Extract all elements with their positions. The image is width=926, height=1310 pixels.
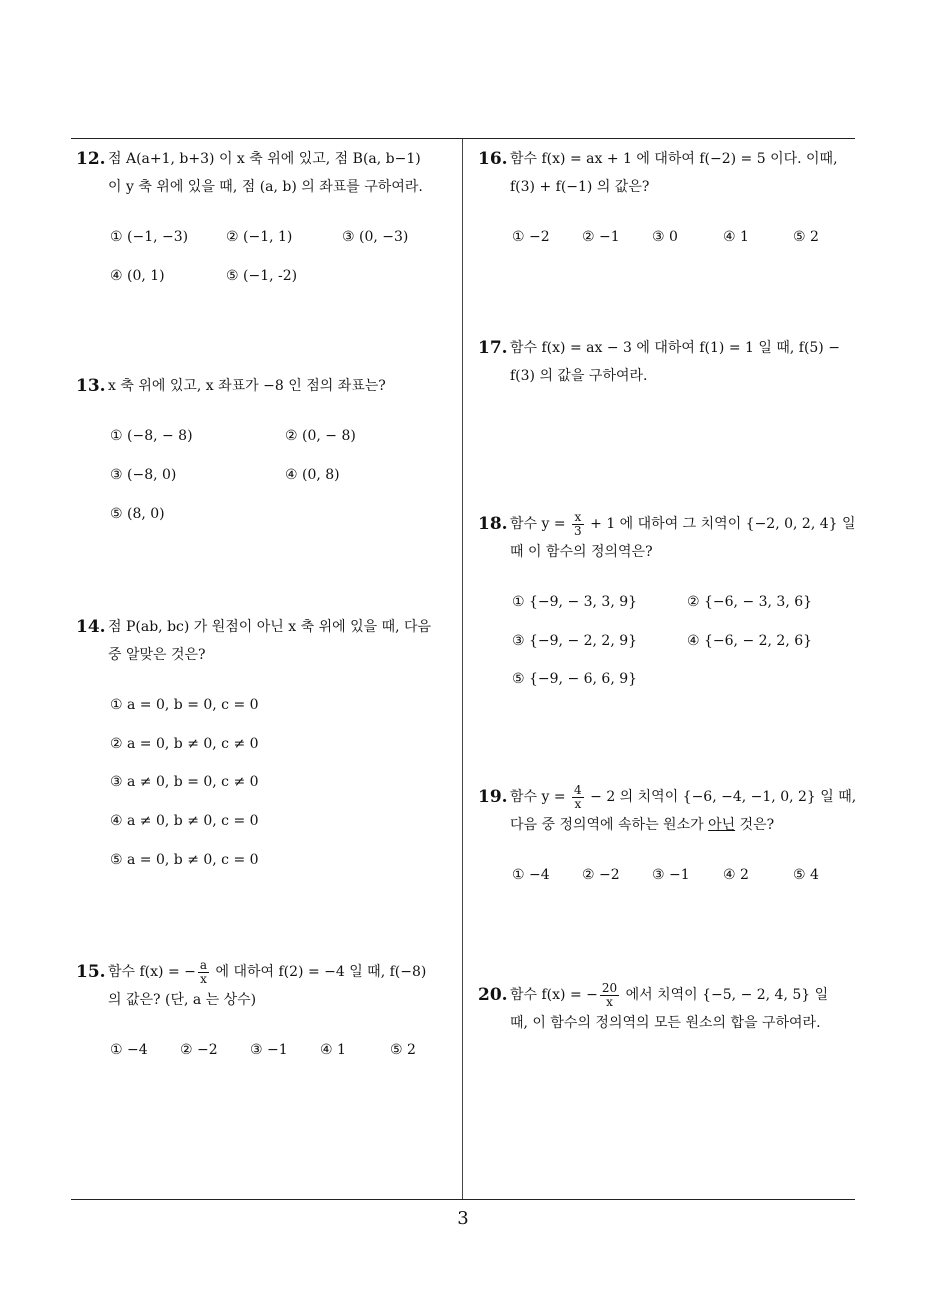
choice-4[interactable]: ④ a ≠ 0, b ≠ 0, c = 0	[110, 813, 259, 829]
question-text-line: 때 이 함수의 정의역은?	[510, 544, 653, 560]
question-text-line: f(3) 의 값을 구하여라.	[510, 368, 648, 384]
choice-5[interactable]: ⑤ 2	[390, 1042, 416, 1058]
fraction: $\frac{20}{x}$	[601, 980, 618, 1009]
choice-2[interactable]: ② {−6, − 3, 3, 6}	[687, 594, 813, 610]
choice-5[interactable]: ⑤ 2	[793, 229, 819, 245]
question-number: 13.	[76, 376, 106, 396]
choice-4[interactable]: ④ 2	[723, 867, 749, 883]
question-number: 18.	[478, 514, 508, 534]
question-text-line: x 축 위에 있고, x 좌표가 −8 인 점의 좌표는?	[108, 378, 386, 394]
choice-1[interactable]: ① −4	[512, 867, 550, 883]
question-text-line: 때, 이 함수의 정의역의 모든 원소의 합을 구하여라.	[510, 1015, 821, 1031]
question-number: 16.	[478, 149, 508, 169]
choice-4[interactable]: ④ (0, 1)	[110, 268, 165, 284]
choice-3[interactable]: ③ −1	[250, 1042, 288, 1058]
question-text-line: f(3) + f(−1) 의 값은?	[510, 179, 650, 195]
choice-5[interactable]: ⑤ a = 0, b ≠ 0, c = 0	[110, 852, 259, 868]
footer-rule	[71, 1199, 855, 1200]
choice-3[interactable]: ③ −1	[652, 867, 690, 883]
underlined-word: 아닌	[708, 817, 736, 833]
question-19	[478, 783, 863, 891]
question-text-line: 함수 f(x) = ax − 3 에 대하여 f(1) = 1 일 때, f(5) −	[510, 340, 840, 356]
choice-4[interactable]: ④ (0, 8)	[285, 467, 340, 483]
question-text-line: 점 P(ab, bc) 가 원점이 아닌 x 축 위에 있을 때, 다음	[108, 619, 432, 635]
question-number: 15.	[76, 962, 106, 982]
choice-1[interactable]: ① (−8, − 8)	[110, 428, 193, 444]
choice-1[interactable]: ① −4	[110, 1042, 148, 1058]
choice-3[interactable]: ③ 0	[652, 229, 678, 245]
question-17	[478, 334, 863, 390]
choice-5[interactable]: ⑤ (−1, -2)	[226, 268, 298, 284]
question-number: 19.	[478, 787, 508, 807]
choice-1[interactable]: ① a = 0, b = 0, c = 0	[110, 697, 259, 713]
question-18	[478, 510, 863, 698]
question-text-line: 함수 f(x) = ax + 1 에 대하여 f(−2) = 5 이다. 이때,	[510, 151, 838, 167]
choice-2[interactable]: ② a = 0, b ≠ 0, c ≠ 0	[110, 736, 259, 752]
choice-2[interactable]: ② −1	[582, 229, 620, 245]
question-13	[76, 372, 460, 532]
question-text-line: 함수 f(x) = − $\frac{a}{x}$ 에 대하여 f(2) = −4 일 때, f(−8)	[108, 957, 427, 986]
question-number: 20.	[478, 985, 508, 1005]
question-14	[76, 613, 460, 881]
choice-4[interactable]: ④ {−6, − 2, 2, 6}	[687, 633, 813, 649]
question-text-line: 점 A(a+1, b+3) 이 x 축 위에 있고, 점 B(a, b−1)	[108, 151, 421, 167]
choice-3[interactable]: ③ (−8, 0)	[110, 467, 177, 483]
question-16	[478, 145, 863, 253]
question-text-line: 의 값은? (단, a 는 상수)	[108, 992, 257, 1008]
choice-3[interactable]: ③ (0, −3)	[342, 229, 409, 245]
choice-1[interactable]: ① −2	[512, 229, 550, 245]
question-15	[76, 958, 460, 1066]
column-divider	[462, 139, 463, 1199]
page-number: 3	[457, 1208, 469, 1229]
choice-4[interactable]: ④ 1	[320, 1042, 346, 1058]
choice-2[interactable]: ② −2	[582, 867, 620, 883]
fraction: $\frac{a}{x}$	[199, 957, 208, 986]
choice-1[interactable]: ① {−9, − 3, 3, 9}	[512, 594, 638, 610]
fraction: $\frac{4}{x}$	[574, 782, 582, 811]
choice-5[interactable]: ⑤ (8, 0)	[110, 506, 165, 522]
choice-4[interactable]: ④ 1	[723, 229, 749, 245]
question-12	[76, 145, 460, 293]
question-number: 14.	[76, 617, 106, 637]
question-text-line: 다음 중 정의역에 속하는 원소가 아닌 것은?	[510, 817, 775, 833]
choice-2[interactable]: ② (0, − 8)	[285, 428, 356, 444]
question-number: 17.	[478, 338, 508, 358]
question-text-line: 함수 y = $\frac{x}{3}$ + 1 에 대하여 그 치역이 {−2, 0, 2, 4} 일	[510, 509, 856, 538]
choice-1[interactable]: ① (−1, −3)	[110, 229, 189, 245]
choice-3[interactable]: ③ {−9, − 2, 2, 9}	[512, 633, 638, 649]
question-text-line: 함수 y = $\frac{4}{x}$ − 2 의 치역이 {−6, −4, −1, 0, 2} 일 때,	[510, 782, 857, 811]
choice-3[interactable]: ③ a ≠ 0, b = 0, c ≠ 0	[110, 774, 259, 790]
question-text-line: 이 y 축 위에 있을 때, 점 (a, b) 의 좌표를 구하여라.	[108, 179, 423, 195]
question-text-line: 함수 f(x) = − $\frac{20}{x}$ 에서 치역이 {−5, − 2, 4, 5} 일	[510, 980, 829, 1009]
question-text-line: 중 알맞은 것은?	[108, 647, 206, 663]
choice-5[interactable]: ⑤ 4	[793, 867, 819, 883]
choice-2[interactable]: ② −2	[180, 1042, 218, 1058]
fraction: $\frac{x}{3}$	[574, 509, 582, 538]
question-number: 12.	[76, 149, 106, 169]
choice-5[interactable]: ⑤ {−9, − 6, 6, 9}	[512, 671, 638, 687]
question-20	[478, 981, 863, 1037]
header-rule	[71, 138, 855, 139]
choice-2[interactable]: ② (−1, 1)	[226, 229, 293, 245]
